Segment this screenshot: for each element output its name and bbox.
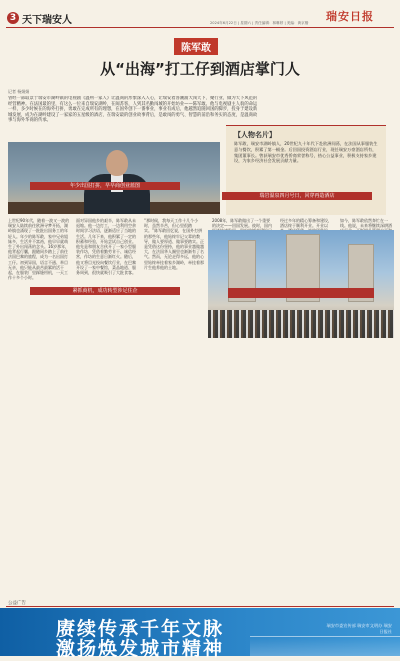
newspaper-masthead: 瑞安日报 [326,10,374,23]
header-divider [6,27,394,28]
portrait-photo [8,142,220,214]
body-column-2: 面对异国他乡的艰辛，陈军敢从未退缩。他一边打工，一边利用空余时间学习法语，逐渐适应了当地的生活。几年下来，他积累了一定的积蓄和经验，开始尝试自己创业。他先是和朋友合伙开了一家小型服装作坊，凭借着勤劳肯干、诚信经营，作坊的生意日渐红火。随后，他又将目光投向餐饮行业，在巴黎开设了一家中餐馆，菜品地道、服务周到，很快就吸引了大批食客。 [76,218,136,276]
subhead-3: 紧抓商机，成功转型涉足住企 [30,287,180,295]
profile-title: 【人物名片】 [234,131,276,139]
body-column-4: 2008年，陈军敢做出了一个重要的决定——回国发展。彼时，国内 [212,218,272,229]
body-column-6: 如今，陈军敢依然奔忙在一线。他说，未来将继续深耕酒 [340,218,392,229]
ad-bridge-decoration [250,636,400,657]
dateline: 2024年6月22日 | 星期六 | 责任编辑：林琳婷 | 美编：黄京楷 [210,21,309,25]
photo-person-head [106,150,128,176]
ad-slogan-line-2: 激扬焕发城市精神 [56,638,225,660]
section-number-badge: 3 [7,12,19,24]
photo-banner [228,288,374,298]
ad-slogan-line-1: 赓续传承千年文脉 [56,618,225,640]
photo-crowd [208,310,394,338]
subhead-1: 年少出国打拼，早早商创业蓝图 [30,182,180,190]
article-headline: 从“出海”打工仔到酒店掌门人 [100,60,300,78]
ad-section-label: 公益广告 [8,601,26,606]
body-column-3: “那时候，我每天工作十几个小时，虽然辛苦，但心里很踏实。”陈军敢回忆说，在国外打拼的那些年，他始终牢记父辈的教导，做人要厚道、做事要踏实。正是凭借这份坚持，他的事业越做越大，在法国华人圈里也渐渐有了名气。然而，无论走得多远，他的心里始终牵挂着家乡湖岭，牵挂着那片生他养他的土地。 [144,218,204,270]
ad-organizations: 瑞安市委宣传部 瑞安市文明办 瑞安日报社 [326,623,392,634]
subhead-2: 瑞岩温泉四月号日，回穿再造酒店 [222,192,372,200]
body-column-1: 上世纪90年代，随着一波又一波的瑞安人陆续前往欧洲寻梦开拓，湖岭镇也涌现了一批批出国务工的年轻人。年少的陈军敢，家中兄弟姐妹多，生活并不富裕，他早早就萌生了外出闯荡的念头。16岁那年，他背起行囊，跟随同乡踏上了前往法国巴黎的旅程，成为一名出国打工仔。初到异国，语言不通、举目无亲，他只能从最苦最累的活干起，在服装厂里踩缝纫机，一天工作十多个小时。 [8,218,70,281]
profile-text: 陈军敢，瑞安市湖岭镇人，20世纪九十年代下赴欧洲闯荡，在法国从事服装生意与餐饮，积累了第一桶金。后回国投资酒店行业，现任瑞安万豪酒店所有，集团董事长。曾获瑞安市优秀侨商荣誉称号，热心公益事业，积极支持家乡建设，为家乡经济社会发展贡献力量。 [234,141,378,164]
section-name: 天下瑞安人 [22,15,72,26]
ad-divider [6,606,394,607]
person-name-tag: 陈军敢 [174,38,218,55]
article-intro: 曾经一部取景于瑞安市湖岭镇的电视剧《温州一家人》让温商的形象深入人心，让瑞安着客潮涌大闯天下、聚行业，做为天下风范的经营精神。在法国最的里，有这么一位来自瑞安湖岭，在闽苏客，人到其名勤闯城的开始坊业——陈军敢。他与电视剧主人翁的命运一样，多少时候在的海外打拼，勇敢在完成所有的理想，在国外创下一番事业，事业有成后，他越然追随回国的脚步，投身于建设新城发展，成为在湖岭建设了一家家的五星级的酒店，在瑞安最的创业故事背后，是敢闯的勇气、智慧的前沿和务实的态度，是温商故事与海外华商的传承。 [8,96,258,124]
hotel-group-photo [208,230,394,338]
article-byline: 记者 杨娟娟 [8,89,30,94]
body-column-5: 经过多年的精心筹备和建设，酒店终于顺利开业。开业以 [280,218,332,229]
